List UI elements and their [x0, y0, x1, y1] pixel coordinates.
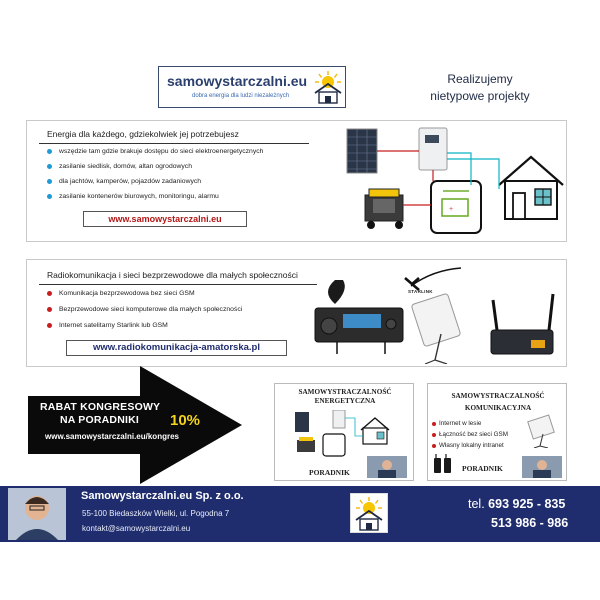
brand-tagline: dobra energia dla ludzi niezależnych	[192, 93, 290, 99]
footer-logo	[350, 493, 388, 533]
starlink-label: STARLINK	[408, 289, 433, 294]
divider	[39, 143, 309, 144]
card-title: SAMOWYSTRACZALNOŚĆ KOMUNIKACYJNA	[451, 392, 545, 412]
transceiver-icon	[315, 280, 403, 354]
list-item: dla jachtów, kamperów, pojazdów zadaniowych	[47, 178, 201, 185]
energy-website-link[interactable]: www.samowystarczalni.eu	[83, 211, 247, 227]
energy-panel-title: Energia dla każdego, gdziekolwiek jej potrzebujesz	[47, 129, 239, 139]
energy-system-illustration	[339, 123, 565, 239]
phone-number-primary[interactable]: tel. 693 925 - 835	[468, 497, 566, 511]
divider	[39, 284, 317, 285]
list-item: Internet w lesie	[432, 420, 481, 427]
company-address: 55-100 Biedaszków Wielki, ul. Pogodna 7	[82, 509, 230, 518]
bullet-icon	[432, 444, 436, 448]
satellite-dish-icon	[411, 293, 461, 364]
radio-website-link[interactable]: www.radiokomunikacja-amatorska.pl	[66, 340, 287, 356]
promo-discount: 10%	[170, 412, 201, 429]
list-item: zasilanie kontenerów biurowych, monitoringu, alarmu	[47, 193, 219, 200]
brand-name: samowystarczalni.eu	[167, 73, 308, 89]
list-item: Internet satelitarny Starlink lub GSM	[47, 322, 168, 329]
author-photo-icon	[522, 456, 562, 478]
list-item: Komunikacja bezprzewodowa bez sieci GSM	[47, 290, 195, 297]
card-footer: PORADNIK	[309, 468, 350, 477]
bullet-icon	[47, 194, 52, 199]
satellite-dish-icon	[526, 414, 560, 448]
radio-panel-title: Radiokomunikacja i sieci bezprzewodowe dla małych społeczności	[47, 270, 298, 280]
solar-panel-icon	[347, 129, 377, 173]
slogan: Realizujemy nietypowe projekty	[430, 72, 530, 103]
list-item: Bezprzewodowe sieci komputerowe dla małych społeczności	[47, 306, 242, 313]
sun-house-icon	[311, 69, 345, 105]
bullet-icon	[47, 323, 52, 328]
svg-text:+: +	[449, 206, 454, 213]
energy-guide-card[interactable]	[274, 383, 414, 481]
radio-panel	[26, 259, 567, 367]
house-icon	[499, 157, 563, 219]
inverter-icon	[419, 128, 447, 170]
radio-equipment-illustration	[313, 264, 565, 364]
bullet-icon	[47, 291, 52, 296]
generator-icon	[365, 189, 403, 229]
promo-link[interactable]: www.samowystarczalni.eu/kongres	[45, 432, 179, 441]
card-footer: PORADNIK	[462, 464, 503, 473]
sun-house-icon	[351, 494, 387, 532]
card-title: SAMOWYSTRACZALNOŚĆ ENERGETYCZNA	[298, 388, 392, 405]
bullet-icon	[47, 149, 52, 154]
list-item: Łączność bez sieci GSM	[432, 431, 508, 438]
brand-logo	[158, 66, 346, 108]
bullet-icon	[432, 433, 436, 437]
company-name: Samowystarczalni.eu Sp. z o.o.	[81, 490, 244, 502]
author-photo-icon	[367, 456, 407, 478]
walkie-talkie-icon	[432, 454, 454, 474]
contact-email-link[interactable]: kontakt@samowystarczalni.eu	[82, 524, 191, 533]
bullet-icon	[432, 422, 436, 426]
list-item: Własny lokalny intranet	[432, 442, 504, 449]
starlink-logo-icon	[405, 268, 461, 290]
energy-panel	[26, 120, 567, 242]
bullet-icon	[47, 179, 52, 184]
bullet-icon	[47, 307, 52, 312]
router-icon	[491, 294, 553, 354]
phone-number-secondary[interactable]: 513 986 - 986	[491, 516, 569, 530]
battery-icon	[431, 181, 481, 233]
list-item: zasilanie siedlisk, domów, altan ogrodowych	[47, 163, 192, 170]
communication-guide-card[interactable]	[427, 383, 567, 481]
list-item: wszędzie tam gdzie brakuje dostępu do sieci elektroenergetycznych	[47, 148, 263, 155]
promo-text: RABAT KONGRESOWY NA PORADNIKI	[40, 401, 161, 426]
avatar	[8, 488, 66, 540]
bullet-icon	[47, 164, 52, 169]
